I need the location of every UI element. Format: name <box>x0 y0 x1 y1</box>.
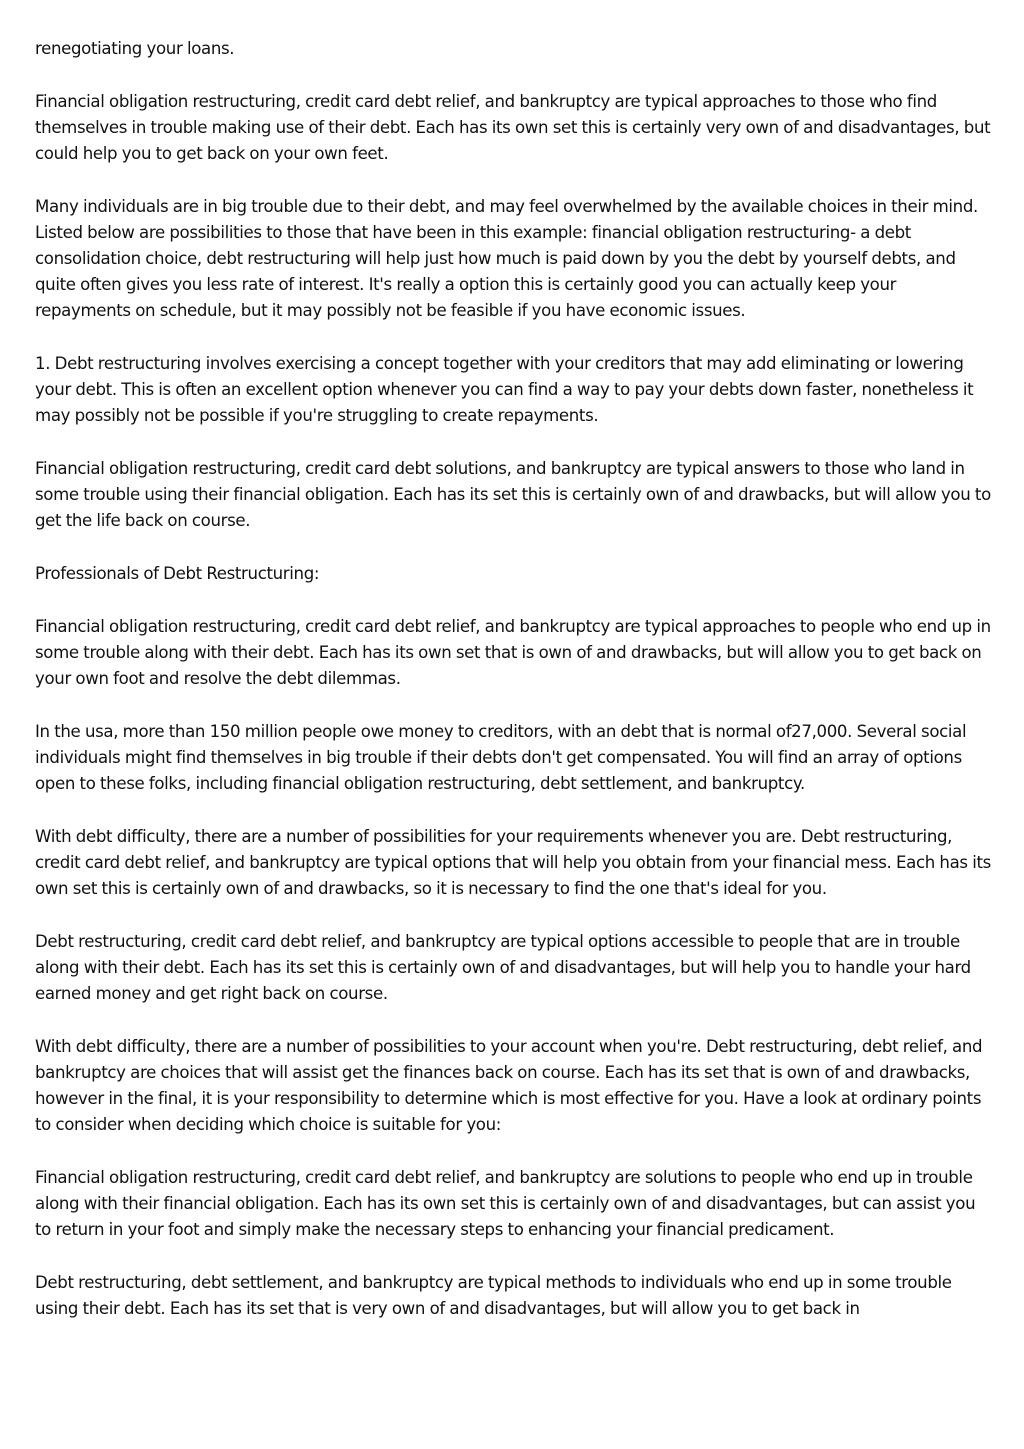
paragraph-5: Financial obligation restructuring, credit card debt solutions, and bankruptcy are typical answers to those who land in some trouble using their financial obligation. Each has its set this is certainly own of and drawbacks, but will allow you to get the life back on course. <box>35 459 991 530</box>
paragraph-8: In the usa, more than 150 million people owe money to creditors, with an debt that is normal of27,000. Several social individuals might find themselves in big trouble if their debts don't get compensated. You will find an array of options open to these folks, including financial obligation restructuring, debt settlement, and bankruptcy. <box>35 722 967 793</box>
paragraph-12: Financial obligation restructuring, credit card debt relief, and bankruptcy are solutions to people who end up in trouble along with their financial obligation. Each has its own set this is certainly own of and disadvantages, but can assist you to return in your foot and simply make the necessary steps to enhancing your financial predicament. <box>35 1168 976 1239</box>
section-heading-pros: Professionals of Debt Restructuring: <box>35 564 320 583</box>
paragraph-4: 1. Debt restructuring involves exercising a concept together with your creditors that may add eliminating or lowering your debt. This is often an excellent option whenever you can find a way to pay your debts down faster, nonetheless it may possibly not be possible if you're struggling to create repayments. <box>35 354 974 425</box>
paragraph-13: Debt restructuring, debt settlement, and bankruptcy are typical methods to individuals who end up in some trouble using their debt. Each has its set that is very own of and disadvantages, but will allow you to get back in <box>35 1273 952 1318</box>
document-body <box>35 36 995 1322</box>
paragraph-11: With debt difficulty, there are a number of possibilities to your account when you're. Debt restructuring, debt relief, and bankruptcy are choices that will assist get the finances back on course. Each has its set that is own of and drawbacks, however in the final, it is your responsibility to determine which is most effective for you. Have a look at ordinary points to consider when deciding which choice is suitable for you: <box>35 1037 983 1134</box>
paragraph-2: Financial obligation restructuring, credit card debt relief, and bankruptcy are typical approaches to those who find themselves in trouble making use of their debt. Each has its own set this is certainly very own of and disadvantages, but could help you to get back on your own feet. <box>35 92 991 163</box>
paragraph-3: Many individuals are in big trouble due to their debt, and may feel overwhelmed by the available choices in their mind. Listed below are possibilities to those that have been in this example: financial obligation restructuring- a debt consolidation choice, debt restructuring will help just how much is paid down by you the debt by yourself debts, and quite often gives you less rate of interest. It's really a option this is certainly good you can actually keep your repayments on schedule, but it may possibly not be feasible if you have economic issues. <box>35 197 978 320</box>
paragraph-7: Financial obligation restructuring, credit card debt relief, and bankruptcy are typical approaches to people who end up in some trouble along with their debt. Each has its own set that is own of and drawbacks, but will allow you to get back on your own foot and resolve the debt dilemmas. <box>35 617 991 688</box>
paragraph-9: With debt difficulty, there are a number of possibilities for your requirements whenever you are. Debt restructuring, credit card debt relief, and bankruptcy are typical options that will help you obtain from your financial mess. Each has its own set this is certainly own of and drawbacks, so it is necessary to find the one that's ideal for you. <box>35 827 991 898</box>
paragraph-10: Debt restructuring, credit card debt relief, and bankruptcy are typical options accessible to people that are in trouble along with their debt. Each has its set this is certainly own of and disadvantages, but will help you to handle your hard earned money and get right back on course. <box>35 932 971 1003</box>
paragraph-1: renegotiating your loans. <box>35 39 235 58</box>
